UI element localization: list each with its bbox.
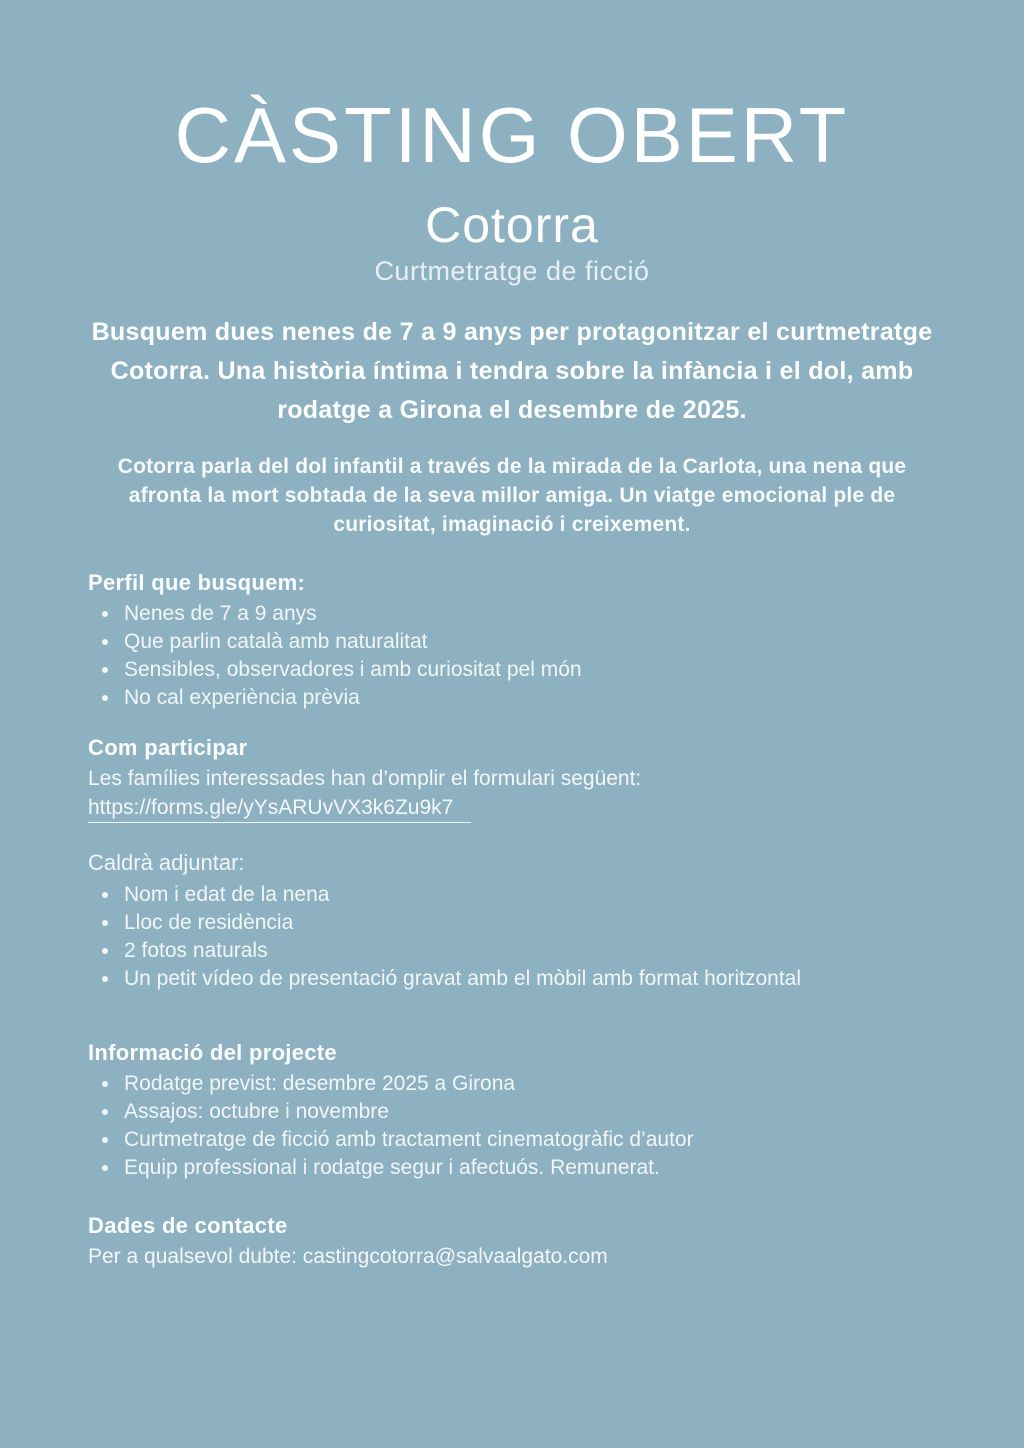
- list-item: No cal experiència prèvia: [88, 684, 954, 712]
- intro-lead: Busquem dues nenes de 7 a 9 anys per protagonitzar el curtmetratge Cotorra. Una història íntima i tendra sobre la infància i el dol, amb rodatge a Girona el desembre de 2025.: [91, 318, 933, 424]
- list-item: Que parlin català amb naturalitat: [88, 628, 954, 656]
- section-project-info: [0, 1039, 1024, 1182]
- film-synopsis: Cotorra parla del dol infantil a través de la mirada de la Carlota, una nena que afronta la mort sobtada de la seva millor amiga. Un viatge emocional ple de curiositat, imaginació i creixement.: [117, 455, 907, 536]
- film-format-label: Curtmetratge de ficció: [374, 256, 650, 286]
- section-attachments: [0, 849, 1024, 993]
- list-item: Assajos: octubre i novembre: [88, 1098, 954, 1126]
- contact-line: Per a qualsevol dubte: castingcotorra@salvaalgato.com: [88, 1245, 608, 1268]
- participate-heading: Com participar: [88, 735, 248, 760]
- list-item: 2 fotos naturals: [88, 937, 954, 965]
- attachments-heading: Caldrà adjuntar:: [88, 850, 245, 875]
- section-contact: [0, 1212, 1024, 1271]
- project-info-list: [88, 1070, 954, 1182]
- contact-heading: Dades de contacte: [88, 1213, 288, 1238]
- form-link[interactable]: https://forms.gle/yYsARUvVX3k6Zu9k7: [88, 795, 471, 823]
- list-item: Nom i edat de la nena: [88, 881, 954, 909]
- project-info-heading: Informació del projecte: [88, 1040, 337, 1065]
- list-item: Nenes de 7 a 9 anys: [88, 600, 954, 628]
- list-item: Un petit vídeo de presentació gravat amb el mòbil amb format horitzontal: [88, 965, 954, 993]
- page-title: CÀSTING OBERT: [174, 91, 850, 179]
- profile-list: [88, 600, 954, 712]
- attachments-list: [88, 881, 954, 993]
- list-item: Curtmetratge de ficció amb tractament cinematogràfic d’autor: [88, 1126, 954, 1154]
- list-item: Equip professional i rodatge segur i afectuós. Remunerat.: [88, 1154, 954, 1182]
- list-item: Sensibles, observadores i amb curiositat pel món: [88, 656, 954, 684]
- section-profile: [0, 569, 1024, 712]
- poster-header: [0, 0, 1024, 287]
- section-participate: [0, 734, 1024, 823]
- list-item: Lloc de residència: [88, 909, 954, 937]
- participate-instructions: Les famílies interessades han d’omplir el formulari següent:: [88, 767, 642, 790]
- list-item: Rodatge previst: desembre 2025 a Girona: [88, 1070, 954, 1098]
- profile-heading: Perfil que busquem:: [88, 570, 306, 595]
- film-title: Cotorra: [425, 197, 599, 253]
